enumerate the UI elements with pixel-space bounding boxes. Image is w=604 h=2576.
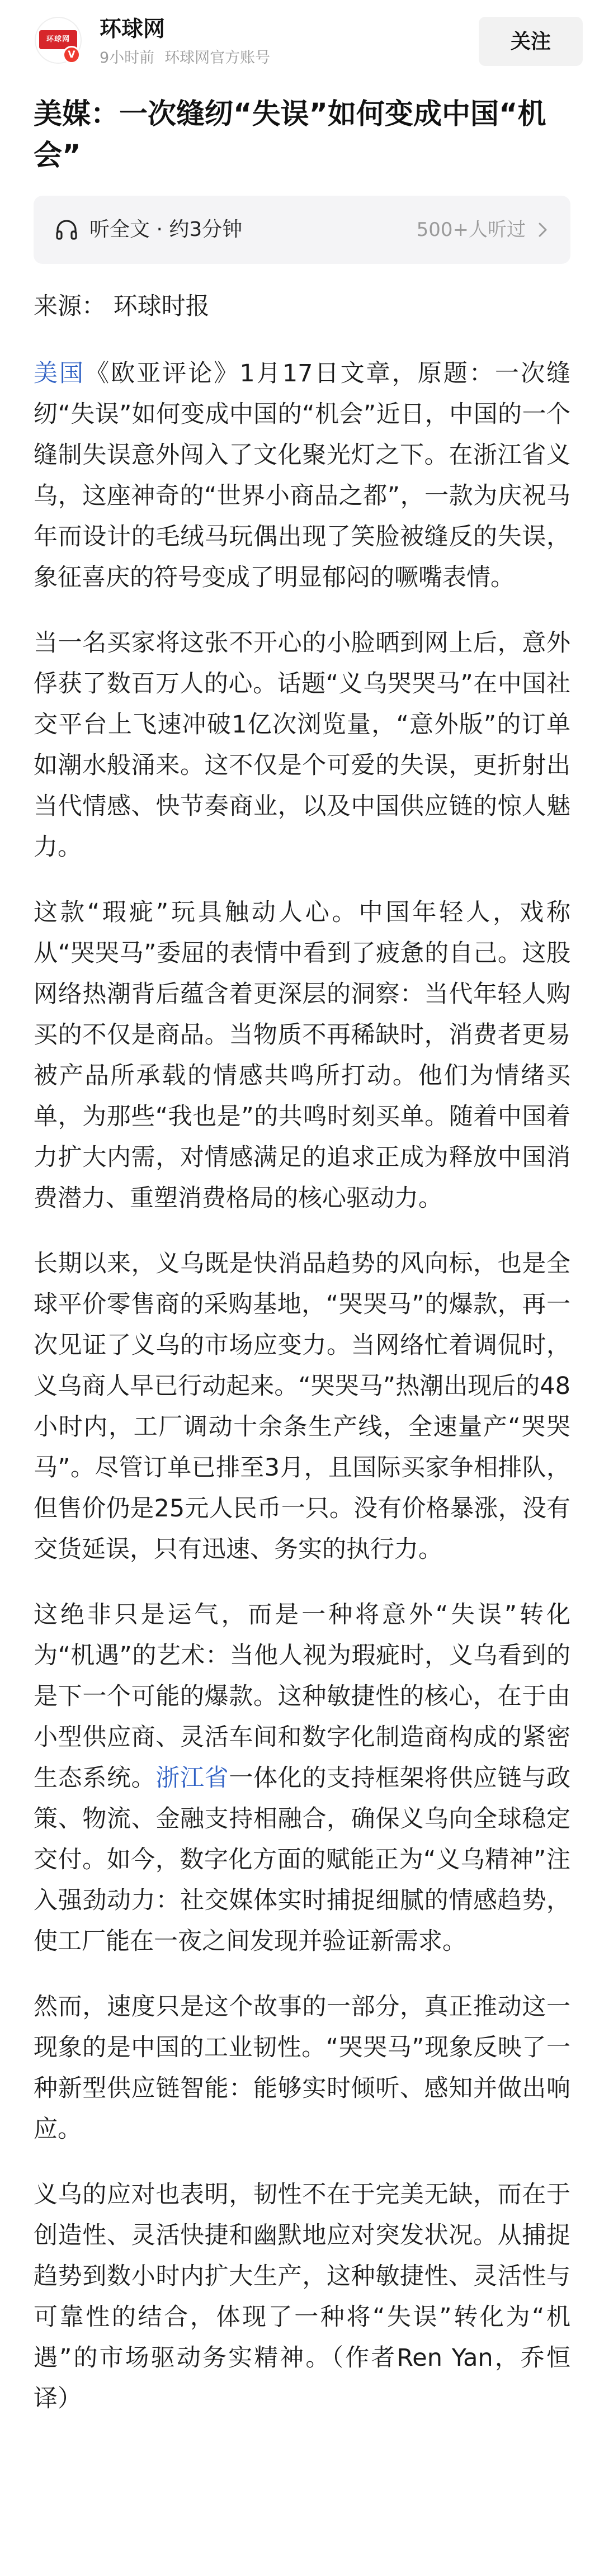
huanqiu-logo: 环球网: [39, 30, 77, 49]
paragraph-6: 然而，速度只是这个故事的一部分，真正推动这一现象的是中国的工业韧性。“哭哭马”现象反映了一种新型供应链智能：能够实时倾听、感知并做出响应。: [34, 1993, 570, 2143]
article-source: 来源： 环球时报: [34, 292, 210, 320]
account-name[interactable]: 环球网: [100, 17, 166, 42]
article-body: [34, 285, 570, 2444]
post-time: 9小时前: [100, 49, 155, 67]
paragraph-3: 这款“瑕疵”玩具触动人心。中国年轻人，戏称从“哭哭马”委屈的表情中看到了疲惫的自己。这股网络热潮背后蕴含着更深层的洞察：当代年轻人购买的不仅是商品。当物质不再稀缺时，消费者更易被产品所承载的情感共鸣所打动。他们为情绪买单，为那些“我也是”的共鸣时刻买单。随着中国着力扩大内需，对情感满足的追求正成为释放中国消费潜力、重塑消费格局的核心驱动力。: [34, 899, 570, 1212]
account-meta: [100, 48, 270, 68]
listen-count: 500+人听过: [416, 219, 526, 241]
article-title: 美媒：一次缝纫“失误”如何变成中国“机会”: [34, 98, 546, 172]
listen-full-text-bar[interactable]: [34, 196, 570, 264]
paragraph-2: 当一名买家将这张不开心的小脸晒到网上后，意外俘获了数百万人的心。话题“义乌哭哭马”在中国社交平台上飞速冲破1亿次浏览量，“意外版”的订单如潮水般涌来。这不仅是个可爱的失误，更折射出当代情感、快节奏商业，以及中国供应链的惊人魅力。: [34, 629, 570, 861]
paragraph-5-text-before: 这绝非只是运气，而是一种将意外“失误”转化为“机遇”的艺术：当他人视为瑕疵时，义乌看到的是下一个可能的爆款。这种敏捷性的核心，在于由小型供应商、灵活车间和数字化制造商构成的紧密生态系统。: [34, 1601, 570, 1792]
link-zhejiang[interactable]: 浙江省: [155, 1764, 229, 1792]
paragraph-5-text-after: 一体化的支持框架将供应链与政策、物流、金融支持相融合，确保义乌向全球稳定交付。如今，数字化方面的赋能正为“义乌精神”注入强劲动力：社交媒体实时捕捉细腻的情感趋势，使工厂能在一夜之间发现并验证新需求。: [34, 1764, 571, 1955]
paragraph-1-text: 《欧亚评论》1月17日文章，原题：一次缝纫“失误”如何变成中国的“机会”近日，中国的一个缝制失误意外闯入了文化聚光灯之下。在浙江省义乌，这座神奇的“世界小商品之都”，一款为庆祝马年而设计的毛绒马玩偶出现了笑脸被缝反的失误，象征喜庆的符号变成了明显郁闷的噘嘴表情。: [34, 360, 570, 592]
verified-icon: V: [63, 46, 81, 64]
paragraph-5: [34, 1595, 570, 1962]
headphones-icon: [55, 218, 78, 242]
link-usa[interactable]: 美国: [34, 360, 86, 387]
paragraph-7: 义乌的应对也表明，韧性不在于完美无缺，而在于创造性、灵活快捷和幽默地应对突发状况。从捕捉趋势到数小时内扩大生产，这种敏捷性、灵活性与可靠性的结合，体现了一种将“失误”转化为“机遇”的市场驱动务实精神。（作者Ren Yan，乔恒译）: [34, 2181, 570, 2413]
paragraph-1: [34, 353, 570, 598]
account-description: 环球网官方账号: [164, 49, 271, 67]
paragraph-4: 长期以来，义乌既是快消品趋势的风向标，也是全球平价零售商的采购基地，“哭哭马”的爆款，再一次见证了义乌的市场应变力。当网络忙着调侃时，义乌商人早已行动起来。“哭哭马”热潮出现后的48小时内，工厂调动十余条生产线，全速量产“哭哭马”。尽管订单已排至3月，且国际买家争相排队，但售价仍是25元人民币一只。没有价格暴涨，没有交货延误，只有迅速、务实的执行力。: [34, 1250, 570, 1563]
chevron-right-icon: [538, 222, 548, 238]
follow-button[interactable]: 关注: [479, 17, 583, 66]
account-header: [0, 0, 604, 84]
listen-label: 听全文 · 约3分钟: [89, 218, 243, 241]
